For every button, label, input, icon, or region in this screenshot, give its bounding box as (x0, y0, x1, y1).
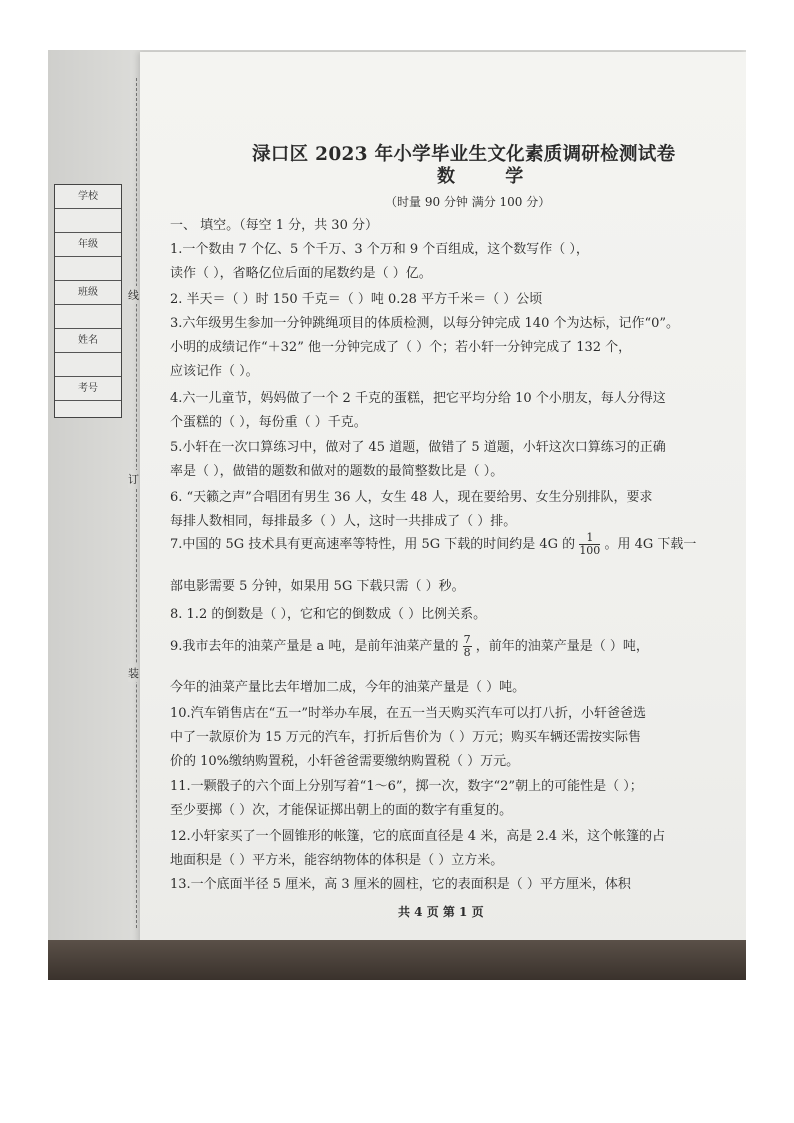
info-blank-grade[interactable] (55, 257, 121, 281)
info-blank-school[interactable] (55, 209, 121, 233)
photo-background (48, 50, 746, 980)
question-7-text-b: 。用 4G 下载一 (604, 537, 697, 553)
page-footer: 共 4 页 第 1 页 (398, 905, 484, 919)
question-2-line: 2. 半天＝（ ）时 150 千克＝（ ）吨 0.28 平方千米＝（ ）公顷 (170, 292, 543, 307)
question-11-line-2: 至少要掷（ ）次，才能保证掷出朝上的面的数字有重复的。 (170, 803, 513, 818)
question-9-text-a: 9.我市去年的油菜产量是 a 吨，是前年油菜产量的 (170, 639, 459, 655)
question-1-line-1: 1.一个数由 7 个亿、5 个千万、3 个万和 9 个百组成，这个数写作（ ）， (170, 242, 589, 257)
fraction-1-100 (579, 532, 600, 557)
binding-mark-line: 线 (128, 286, 139, 304)
question-11-line-1: 11.一颗骰子的六个面上分别写着“1～6”，掷一次，数字“2”朝上的可能性是（ ）； (170, 779, 643, 794)
info-label-school: 学校 (55, 185, 121, 209)
info-blank-class[interactable] (55, 305, 121, 329)
question-7-line-2: 部电影需要 5 分钟，如果用 5G 下载只需（ ）秒。 (170, 579, 465, 594)
question-4-line-1: 4.六一儿童节，妈妈做了一个 2 千克的蛋糕，把它平均分给 10 个小朋友，每人分得这 (170, 391, 666, 406)
question-7-text-a: 7.中国的 5G 技术具有更高速率等特性，用 5G 下载的时间约是 4G 的 (170, 537, 576, 553)
info-label-exam-number: 考号 (55, 377, 121, 401)
fraction-numerator: 1 (579, 532, 600, 545)
info-label-name: 姓名 (55, 329, 121, 353)
photo-floor (48, 940, 746, 980)
info-label-grade: 年级 (55, 233, 121, 257)
question-6-line-2: 每排人数相同，每排最多（ ）人，这时一共排成了（ ）排。 (170, 514, 517, 529)
info-blank-name[interactable] (55, 353, 121, 377)
fraction-denominator: 8 (463, 646, 471, 660)
question-10-line-3: 价的 10%缴纳购置税，小轩爸爸需要缴纳购置税（ ）万元。 (170, 754, 520, 769)
question-1-line-2: 读作（ ），省略亿位后面的尾数约是（ ）亿。 (170, 266, 432, 281)
question-9-line-2: 今年的油菜产量比去年增加二成，今年的油菜产量是（ ）吨。 (170, 680, 526, 695)
binding-strip (48, 50, 140, 950)
student-info-box (54, 184, 122, 418)
fraction-7-8 (463, 634, 472, 659)
question-3-line-3: 应该记作（ ）。 (170, 364, 259, 379)
question-12-line-1: 12.小轩家买了一个圆锥形的帐篷，它的底面直径是 4 米，高是 2.4 米，这个帐篷的占 (170, 829, 666, 844)
exam-subject: 数 学 (437, 166, 546, 187)
binding-mark-bind: 装 (128, 664, 139, 682)
section-heading: 一、 填空。（每空 1 分，共 30 分） (170, 218, 378, 233)
question-8-line: 8. 1.2 的倒数是（ ），它和它的倒数成（ ）比例关系。 (170, 607, 487, 622)
question-9-line-1 (170, 634, 649, 659)
question-3-line-2: 小明的成绩记作“＋32” 他一分钟完成了（ ）个；若小轩一分钟完成了 132 个， (170, 340, 632, 355)
question-3-line-1: 3.六年级男生参加一分钟跳绳项目的体质检测，以每分钟完成 140 个为达标，记作“0”。 (170, 316, 680, 331)
question-5-line-2: 率是（ ），做错的题数和做对的题数的最简整数比是（ ）。 (170, 464, 504, 479)
info-blank-exam-number[interactable] (55, 401, 121, 424)
question-10-line-1: 10.汽车销售店在“五一”时举办车展，在五一当天购买汽车可以打八折，小轩爸爸选 (170, 706, 646, 721)
binding-mark-staple: 订 (128, 470, 139, 488)
question-10-line-2: 中了一款原价为 15 万元的汽车，打折后售价为（ ）万元；购买车辆还需按实际售 (170, 730, 641, 745)
question-5-line-1: 5.小轩在一次口算练习中，做对了 45 道题，做错了 5 道题，小轩这次口算练习的正确 (170, 440, 666, 455)
question-9-text-b: ，前年的油菜产量是（ ）吨， (475, 639, 649, 655)
question-6-line-1: 6. “天籁之声”合唱团有男生 36 人，女生 48 人，现在要给男、女生分别排队，要求 (170, 490, 653, 505)
fraction-denominator: 100 (579, 544, 601, 558)
fraction-numerator: 7 (463, 633, 471, 646)
question-7-line-1 (170, 532, 696, 557)
binding-dash-line (136, 78, 137, 928)
info-label-class: 班级 (55, 281, 121, 305)
exam-title: 渌口区 2023 年小学毕业生文化素质调研检测试卷 (252, 144, 676, 165)
question-12-line-2: 地面积是（ ）平方米，能容纳物体的体积是（ ）立方米。 (170, 853, 504, 868)
exam-info: （时量 90 分钟 满分 100 分） (385, 195, 551, 209)
question-4-line-2: 个蛋糕的（ ），每份重（ ）千克。 (170, 415, 367, 430)
question-13-line-1: 13.一个底面半径 5 厘米，高 3 厘米的圆柱，它的表面积是（ ）平方厘米，体积 (170, 877, 631, 892)
